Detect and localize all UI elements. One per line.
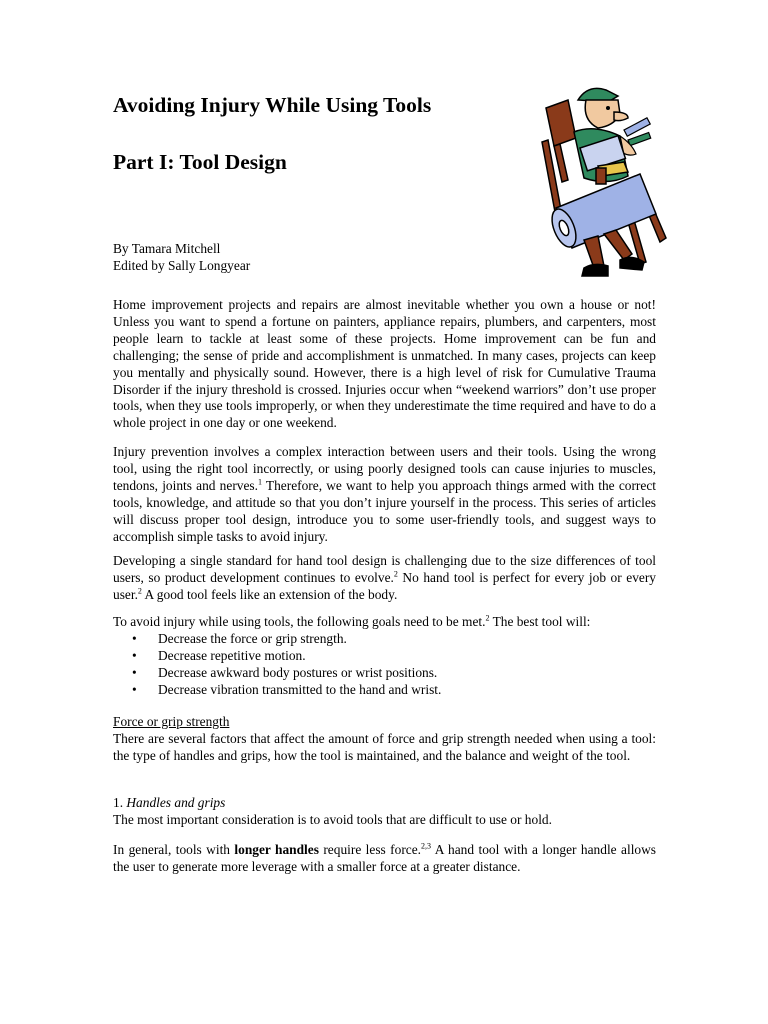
paragraph-text: Therefore, we want to help you approach things armed with the correct tools, knowledge, and attitude so that you don’t injure yourself in the process. This series of articles will discuss proper tool design, introduce you to some user-friendly tools, and suggest ways to accomplish simple tasks to avoid injury. — [113, 477, 656, 544]
byline — [113, 240, 250, 274]
bullet-icon: • — [132, 664, 137, 680]
bullet-icon: • — [132, 630, 137, 646]
section-number: 1. — [113, 795, 127, 810]
author-line: By Tamara Mitchell — [113, 241, 221, 256]
section-handles — [113, 795, 656, 829]
goals-list — [113, 631, 656, 699]
list-item: • Decrease vibration transmitted to the hand and wrist. — [132, 681, 442, 697]
man-head — [578, 88, 628, 128]
footnote-ref: 2 — [393, 569, 398, 579]
footnote-ref: 1 — [257, 477, 262, 487]
paragraph-text: No hand tool is perfect for every job or every user. — [113, 569, 656, 602]
footnote-ref: 2 — [137, 586, 142, 596]
document-subtitle: Part I: Tool Design — [113, 150, 287, 174]
editor-line: Edited by Sally Longyear — [113, 258, 251, 273]
list-item: • Decrease repetitive motion. — [132, 647, 306, 663]
section-heading: Handles and grips — [126, 795, 226, 810]
footnote-ref: 2,3 — [421, 841, 432, 851]
list-item: • Decrease awkward body postures or wrist positions. — [132, 664, 438, 680]
paragraph-text: Developing a single standard for hand tool design is challenging due to the size differences of tool users, so product development continues to evolve. — [113, 553, 656, 585]
document-title: Avoiding Injury While Using Tools — [113, 93, 432, 117]
paragraph-goals — [113, 614, 656, 699]
paragraph-prevention — [113, 444, 656, 545]
paragraph-text: require less force. — [318, 842, 422, 857]
paragraph-text: Home improvement projects and repairs are almost inevitable whether you own a house or not! Unless you want to spend a fortune on painters, appliance repairs, plumbers, and carpenters, most people learn to tackle at least some of these projects. Home improvement can be fun and challenging; the sense of pride and accomplishment is unmatched. In many cases, projects can keep you mentally and physically sound. However, there is a high level of risk for Cumulative Trauma Disorder if the injury threshold is crossed. Injuries occur when “weekend warriors” don’t use proper tools, when they use tools improperly, or when they underestimate the time required and have to do a whole project in one day or one weekend. — [113, 297, 656, 431]
paragraph-intro — [113, 297, 656, 432]
paragraph-text: In general, tools with — [113, 842, 235, 857]
tool-carrier-illustration — [528, 78, 676, 286]
bullet-icon: • — [132, 647, 137, 663]
section-heading: Force or grip strength — [113, 714, 230, 729]
paragraph-standard — [113, 553, 656, 604]
paragraph-text: Injury prevention involves a complex interaction between users and their tools. Using the wrong tool, using the right tool incorrectly, or using poorly designed tools can cause injuries to muscles, tendons, joints and nerves. — [113, 444, 656, 493]
paragraph-text: To avoid injury while using tools, the following goals need to be met. — [113, 614, 486, 629]
bullet-icon: • — [132, 681, 137, 697]
list-item: • Decrease the force or grip strength. — [132, 630, 347, 646]
emphasis-text: longer handles — [234, 842, 319, 857]
paragraph-longer-handles — [113, 842, 656, 876]
section-force — [113, 714, 656, 765]
paragraph-text: The best tool will: — [489, 614, 591, 629]
paragraph-text: A hand tool with a longer handle allows the user to generate more leverage with a smaller force at a greater distance. — [113, 842, 656, 874]
paragraph-text: There are several factors that affect the amount of force and grip strength needed when using a tool: the type of handles and grips, how the tool is maintained, and the balance and weight of the tool. — [113, 730, 656, 763]
paragraph-text: The most important consideration is to avoid tools that are difficult to use or hold. — [113, 811, 552, 827]
paragraph-text: A good tool feels like an extension of the body. — [141, 586, 398, 602]
footnote-ref: 2 — [485, 613, 490, 623]
